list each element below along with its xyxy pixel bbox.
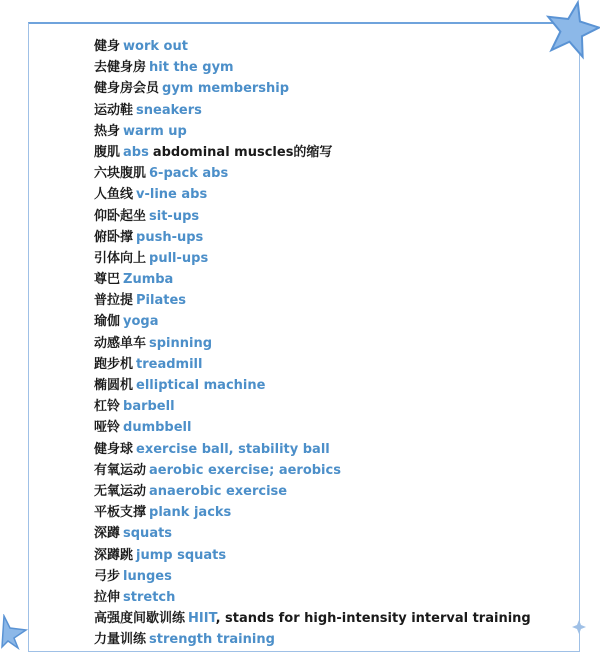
english-term: dumbbell <box>123 420 192 436</box>
vocab-item <box>94 396 531 417</box>
vocab-item <box>94 78 531 99</box>
english-term: warm up <box>123 123 187 139</box>
chinese-term: 热身 <box>94 123 121 139</box>
english-term: aerobic exercise; aerobics <box>149 462 341 478</box>
english-term: gym membership <box>162 81 290 97</box>
chinese-term: 健身房会员 <box>94 81 160 97</box>
chinese-term: 杠铃 <box>94 399 121 415</box>
vocab-item <box>94 269 531 290</box>
vocab-item <box>94 587 531 608</box>
english-term: squats <box>123 526 173 542</box>
chinese-term: 力量训练 <box>94 632 147 648</box>
chinese-term: 跑步机 <box>94 356 134 372</box>
vocab-item <box>94 57 531 78</box>
english-term: Zumba <box>123 272 174 288</box>
chinese-term: 普拉提 <box>94 293 134 309</box>
vocab-item <box>94 100 531 121</box>
vocab-item <box>94 566 531 587</box>
vocab-item <box>94 545 531 566</box>
english-term: v-line abs <box>136 187 208 203</box>
vocab-item <box>94 290 531 311</box>
star-decoration-icon <box>0 614 34 650</box>
vocab-item <box>94 311 531 332</box>
vocab-item <box>94 142 531 163</box>
chinese-term: 高强度间歇训练 <box>94 611 186 627</box>
vocab-item <box>94 227 531 248</box>
vocab-item <box>94 608 531 629</box>
chinese-term: 去健身房 <box>94 60 147 76</box>
english-term: elliptical machine <box>136 378 266 393</box>
chinese-term: 引体向上 <box>94 250 147 266</box>
vocab-item <box>94 460 531 481</box>
english-term: sneakers <box>136 102 202 118</box>
vocab-item <box>94 502 531 523</box>
chinese-term: 人鱼线 <box>94 187 134 203</box>
english-term: sit-ups <box>149 208 200 224</box>
vocab-item <box>94 481 531 502</box>
english-term: exercise ball, stability ball <box>136 441 330 457</box>
vocab-item <box>94 629 531 650</box>
chinese-term: 俯卧撑 <box>94 229 134 245</box>
english-term: jump squats <box>136 547 227 563</box>
chinese-term: 深蹲 <box>94 526 121 542</box>
chinese-term: 无氧运动 <box>94 483 147 499</box>
star-decoration-icon <box>528 0 600 62</box>
vocab-item <box>94 375 531 396</box>
english-term: spinning <box>149 335 213 351</box>
english-term: yoga <box>123 314 159 330</box>
english-term: HIIT <box>188 611 216 627</box>
english-term: stretch <box>123 589 176 605</box>
vocab-item <box>94 206 531 227</box>
chinese-term: 运动鞋 <box>94 102 134 118</box>
english-term: strength training <box>149 632 275 648</box>
vocab-item <box>94 354 531 375</box>
vocab-item <box>94 417 531 438</box>
sparkle-decoration-icon <box>572 620 586 634</box>
english-term: Pilates <box>136 293 186 309</box>
english-term: abs <box>123 144 149 160</box>
english-term: pull-ups <box>149 250 209 266</box>
chinese-term: 仰卧起坐 <box>94 208 147 224</box>
chinese-term: 健身球 <box>94 441 134 457</box>
term-note: abdominal muscles的缩写 <box>152 144 333 160</box>
vocab-item <box>94 523 531 544</box>
chinese-term: 弓步 <box>94 568 121 584</box>
vocab-item <box>94 439 531 460</box>
chinese-term: 有氧运动 <box>94 462 147 478</box>
chinese-term: 六块腹肌 <box>94 166 147 182</box>
chinese-term: 瑜伽 <box>94 314 121 330</box>
chinese-term: 动感单车 <box>94 335 147 351</box>
vocab-item <box>94 184 531 205</box>
english-term: treadmill <box>136 356 203 372</box>
english-term: barbell <box>123 399 175 415</box>
chinese-term: 椭圆机 <box>94 378 134 393</box>
term-note: , stands for high-intensity interval training <box>215 611 531 627</box>
chinese-term: 哑铃 <box>94 420 121 436</box>
chinese-term: 健身 <box>94 39 121 54</box>
english-term: hit the gym <box>149 60 234 76</box>
english-term: 6-pack abs <box>149 166 229 182</box>
chinese-term: 尊巴 <box>94 272 121 288</box>
chinese-term: 拉伸 <box>94 589 121 605</box>
vocab-item <box>94 248 531 269</box>
chinese-term: 深蹲跳 <box>94 547 134 563</box>
chinese-term: 腹肌 <box>94 144 121 160</box>
vocab-item <box>94 163 531 184</box>
english-term: plank jacks <box>149 505 232 521</box>
english-term: push-ups <box>136 229 204 245</box>
vocab-item <box>94 333 531 354</box>
vocabulary-list <box>94 36 531 650</box>
english-term: lunges <box>123 568 172 584</box>
chinese-term: 平板支撑 <box>94 505 147 521</box>
vocab-item <box>94 121 531 142</box>
english-term: work out <box>123 39 188 54</box>
english-term: anaerobic exercise <box>149 483 288 499</box>
vocab-item <box>94 36 531 57</box>
